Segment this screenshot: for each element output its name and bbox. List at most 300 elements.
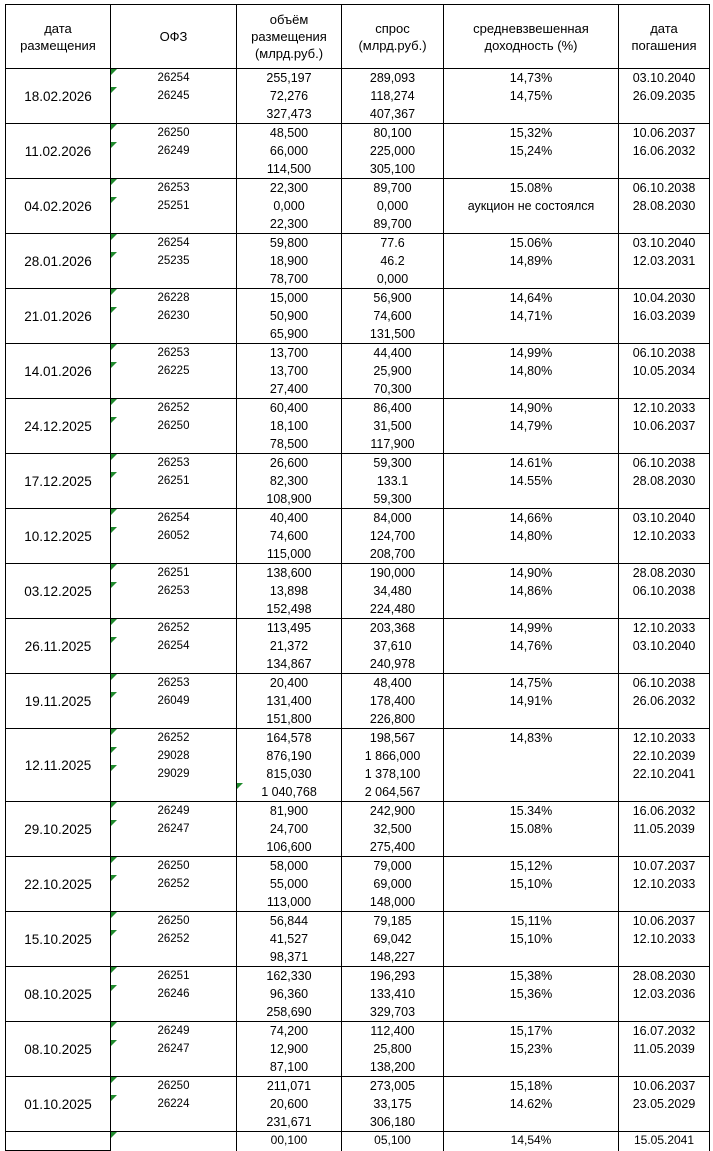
- total-demand: 305,100: [342, 160, 444, 179]
- total-volume: 114,500: [237, 160, 342, 179]
- ofz-code: 26247: [111, 1040, 237, 1058]
- table-row: [6, 472, 710, 490]
- placement-volume: 66,000: [237, 142, 342, 160]
- demand-value: 242,900: [342, 802, 444, 821]
- weighted-yield: 15,23%: [444, 1040, 619, 1058]
- total-blank: [111, 655, 237, 674]
- placement-volume: 13,700: [237, 362, 342, 380]
- ofz-code: 25235: [111, 252, 237, 270]
- placement-volume: 24,700: [237, 820, 342, 838]
- demand-value: 133,410: [342, 985, 444, 1003]
- table-row: [6, 289, 710, 308]
- maturity-date: 10.04.2030: [619, 289, 710, 308]
- ofz-code: 26251: [111, 472, 237, 490]
- placement-date: 14.01.2026: [6, 344, 111, 399]
- weighted-yield: 14,99%: [444, 619, 619, 638]
- table-row: [6, 985, 710, 1003]
- weighted-yield: 14,75%: [444, 87, 619, 105]
- placement-volume: 162,330: [237, 967, 342, 986]
- total-blank: [444, 490, 619, 509]
- weighted-yield: 14,76%: [444, 637, 619, 655]
- ofz-code: 26254: [111, 637, 237, 655]
- total-volume: 65,900: [237, 325, 342, 344]
- table-row: [6, 692, 710, 710]
- weighted-yield: 15,36%: [444, 985, 619, 1003]
- total-blank: [619, 545, 710, 564]
- table-row: [6, 820, 710, 838]
- demand-value: 48,400: [342, 674, 444, 693]
- total-blank: [111, 893, 237, 912]
- placement-date: 28.01.2026: [6, 234, 111, 289]
- ofz-code: 26225: [111, 362, 237, 380]
- placement-date: 18.02.2026: [6, 69, 111, 124]
- placement-volume: 81,900: [237, 802, 342, 821]
- table-row: [6, 729, 710, 748]
- table-row: [6, 1040, 710, 1058]
- placement-date: 12.11.2025: [6, 729, 111, 802]
- total-blank: [444, 655, 619, 674]
- maturity-date: 12.03.2031: [619, 252, 710, 270]
- total-blank: [619, 105, 710, 124]
- total-row: [6, 893, 710, 912]
- total-blank: [444, 783, 619, 802]
- total-row: [6, 105, 710, 124]
- total-row: [6, 783, 710, 802]
- demand-value: 25,900: [342, 362, 444, 380]
- demand-value: 32,500: [342, 820, 444, 838]
- total-volume: 87,100: [237, 1058, 342, 1077]
- placement-volume: 56,844: [237, 912, 342, 931]
- ofz-code: 26254: [111, 234, 237, 253]
- ofz-code: 26049: [111, 692, 237, 710]
- demand-value: 289,093: [342, 69, 444, 88]
- total-blank: [111, 600, 237, 619]
- total-blank: [111, 783, 237, 802]
- demand-value: 79,000: [342, 857, 444, 876]
- total-demand: 131,500: [342, 325, 444, 344]
- total-row: [6, 1003, 710, 1022]
- placement-volume: 96,360: [237, 985, 342, 1003]
- placement-volume: 164,578: [237, 729, 342, 748]
- total-row: [6, 838, 710, 857]
- demand-value: 31,500: [342, 417, 444, 435]
- maturity-date: 16.06.2032: [619, 142, 710, 160]
- maturity-date: 16.06.2032: [619, 802, 710, 821]
- table-row: [6, 362, 710, 380]
- maturity-date: 03.10.2040: [619, 234, 710, 253]
- ofz-code: 29029: [111, 765, 237, 783]
- placement-date: 15.10.2025: [6, 912, 111, 967]
- maturity-date: 10.06.2037: [619, 912, 710, 931]
- weighted-yield: 15,18%: [444, 1077, 619, 1096]
- weighted-yield: 15,12%: [444, 857, 619, 876]
- placement-volume: 74,600: [237, 527, 342, 545]
- placement-date: 08.10.2025: [6, 967, 111, 1022]
- table-row: [6, 179, 710, 198]
- placement-volume: 48,500: [237, 124, 342, 143]
- weighted-yield: 14,75%: [444, 674, 619, 693]
- total-blank: [444, 270, 619, 289]
- demand-value: 112,400: [342, 1022, 444, 1041]
- placement-date: 11.02.2026: [6, 124, 111, 179]
- placement-volume: 00,100: [237, 1132, 342, 1151]
- ofz-code: 26254: [111, 69, 237, 88]
- table-row: [6, 124, 710, 143]
- total-blank: [111, 710, 237, 729]
- ofz-code: 26245: [111, 87, 237, 105]
- total-demand: 0,000: [342, 270, 444, 289]
- header-maturity: дата погашения: [619, 5, 710, 69]
- table-row: [6, 87, 710, 105]
- placement-volume: 20,600: [237, 1095, 342, 1113]
- weighted-yield: 14,99%: [444, 344, 619, 363]
- ofz-code: 26251: [111, 564, 237, 583]
- total-row: [6, 655, 710, 674]
- ofz-code: 25251: [111, 197, 237, 215]
- total-volume: 327,473: [237, 105, 342, 124]
- weighted-yield: [444, 747, 619, 765]
- total-blank: [111, 948, 237, 967]
- demand-value: 86,400: [342, 399, 444, 418]
- table-row: [6, 930, 710, 948]
- weighted-yield: 14,54%: [444, 1132, 619, 1151]
- demand-value: 25,800: [342, 1040, 444, 1058]
- table-row: [6, 344, 710, 363]
- ofz-code: 26250: [111, 1077, 237, 1096]
- total-row: [6, 160, 710, 179]
- total-demand: 89,700: [342, 215, 444, 234]
- table-row: [6, 912, 710, 931]
- maturity-date: 11.05.2039: [619, 1040, 710, 1058]
- demand-value: 1 866,000: [342, 747, 444, 765]
- placement-volume: 13,700: [237, 344, 342, 363]
- placement-volume: 22,300: [237, 179, 342, 198]
- total-blank: [111, 325, 237, 344]
- placement-volume: 13,898: [237, 582, 342, 600]
- ofz-code: 26252: [111, 619, 237, 638]
- table-row: [6, 399, 710, 418]
- placement-volume: 255,197: [237, 69, 342, 88]
- total-volume: 115,000: [237, 545, 342, 564]
- maturity-date: 12.10.2033: [619, 729, 710, 748]
- total-blank: [444, 1003, 619, 1022]
- demand-value: 196,293: [342, 967, 444, 986]
- demand-value: 225,000: [342, 142, 444, 160]
- ofz-code: 26253: [111, 582, 237, 600]
- demand-value: 69,042: [342, 930, 444, 948]
- total-blank: [444, 160, 619, 179]
- maturity-date: 16.07.2032: [619, 1022, 710, 1041]
- weighted-yield: 15,10%: [444, 875, 619, 893]
- table-row: [6, 802, 710, 821]
- placement-date: 10.12.2025: [6, 509, 111, 564]
- demand-value: 79,185: [342, 912, 444, 931]
- placement-date: 17.12.2025: [6, 454, 111, 509]
- demand-value: 56,900: [342, 289, 444, 308]
- table-row: [6, 674, 710, 693]
- total-blank: [619, 1003, 710, 1022]
- maturity-date: 06.10.2038: [619, 344, 710, 363]
- total-blank: [111, 380, 237, 399]
- demand-value: 74,600: [342, 307, 444, 325]
- demand-value: 34,480: [342, 582, 444, 600]
- weighted-yield: аукцион не состоялся: [444, 197, 619, 215]
- total-blank: [619, 325, 710, 344]
- total-row: [6, 948, 710, 967]
- total-blank: [619, 600, 710, 619]
- placement-volume: 74,200: [237, 1022, 342, 1041]
- placement-date: 29.10.2025: [6, 802, 111, 857]
- total-blank: [444, 838, 619, 857]
- placement-volume: 20,400: [237, 674, 342, 693]
- total-volume: 134,867: [237, 655, 342, 674]
- header-row: [6, 5, 710, 69]
- weighted-yield: 15.08%: [444, 179, 619, 198]
- weighted-yield: 14,90%: [444, 564, 619, 583]
- placement-volume: 21,372: [237, 637, 342, 655]
- weighted-yield: 15,24%: [444, 142, 619, 160]
- weighted-yield: 14,73%: [444, 69, 619, 88]
- table-row: [6, 69, 710, 88]
- placement-date: 21.01.2026: [6, 289, 111, 344]
- total-volume: 106,600: [237, 838, 342, 857]
- demand-value: 190,000: [342, 564, 444, 583]
- placement-date: 26.11.2025: [6, 619, 111, 674]
- maturity-date: 12.10.2033: [619, 875, 710, 893]
- weighted-yield: 15.08%: [444, 820, 619, 838]
- ofz-code: 26249: [111, 1022, 237, 1041]
- total-row: [6, 1058, 710, 1077]
- demand-value: 05,100: [342, 1132, 444, 1151]
- total-volume: 98,371: [237, 948, 342, 967]
- total-blank: [444, 710, 619, 729]
- maturity-date: 28.08.2030: [619, 472, 710, 490]
- demand-value: 59,300: [342, 454, 444, 473]
- weighted-yield: 14.62%: [444, 1095, 619, 1113]
- header-demand: спрос (млрд.руб.): [342, 5, 444, 69]
- table-row: [6, 454, 710, 473]
- weighted-yield: 14,80%: [444, 527, 619, 545]
- ofz-code: 26253: [111, 674, 237, 693]
- header-yield: средневзвешенная доходность (%): [444, 5, 619, 69]
- placement-volume: 18,900: [237, 252, 342, 270]
- table-row: [6, 564, 710, 583]
- total-demand: 224,480: [342, 600, 444, 619]
- weighted-yield: 15.34%: [444, 802, 619, 821]
- placement-date: 04.02.2026: [6, 179, 111, 234]
- total-row: [6, 215, 710, 234]
- weighted-yield: 15,11%: [444, 912, 619, 931]
- total-blank: [444, 600, 619, 619]
- header-date: дата размещения: [6, 5, 111, 69]
- table-row: [6, 1077, 710, 1096]
- total-blank: [444, 435, 619, 454]
- weighted-yield: 14,90%: [444, 399, 619, 418]
- ofz-code: 26252: [111, 875, 237, 893]
- ofz-code: 26252: [111, 399, 237, 418]
- maturity-date: 12.10.2033: [619, 930, 710, 948]
- maturity-date: 10.06.2037: [619, 417, 710, 435]
- demand-value: 89,700: [342, 179, 444, 198]
- header-volume: объём размещения (млрд.руб.): [237, 5, 342, 69]
- demand-value: 46.2: [342, 252, 444, 270]
- weighted-yield: [444, 765, 619, 783]
- table-body: [6, 69, 710, 1151]
- total-row: [6, 435, 710, 454]
- ofz-code: 26250: [111, 417, 237, 435]
- ofz-code: 26246: [111, 985, 237, 1003]
- total-row: [6, 1113, 710, 1132]
- maturity-date: 26.09.2035: [619, 87, 710, 105]
- ofz-code: 26251: [111, 967, 237, 986]
- total-blank: [619, 1058, 710, 1077]
- demand-value: 273,005: [342, 1077, 444, 1096]
- ofz-code: 26224: [111, 1095, 237, 1113]
- total-blank: [619, 435, 710, 454]
- weighted-yield: 14,71%: [444, 307, 619, 325]
- total-demand: 148,000: [342, 893, 444, 912]
- total-demand: 138,200: [342, 1058, 444, 1077]
- total-row: [6, 270, 710, 289]
- demand-value: 33,175: [342, 1095, 444, 1113]
- weighted-yield: 14,80%: [444, 362, 619, 380]
- ofz-code: 26252: [111, 729, 237, 748]
- demand-value: 80,100: [342, 124, 444, 143]
- total-demand: 306,180: [342, 1113, 444, 1132]
- ofz-code: 26249: [111, 142, 237, 160]
- ofz-code: 26252: [111, 930, 237, 948]
- total-demand: 275,400: [342, 838, 444, 857]
- ofz-code: 26250: [111, 124, 237, 143]
- total-demand: 208,700: [342, 545, 444, 564]
- maturity-date: 06.10.2038: [619, 454, 710, 473]
- weighted-yield: 14.55%: [444, 472, 619, 490]
- placement-volume: 41,527: [237, 930, 342, 948]
- total-demand: 329,703: [342, 1003, 444, 1022]
- placement-volume: 131,400: [237, 692, 342, 710]
- placement-volume: 138,600: [237, 564, 342, 583]
- weighted-yield: 15,32%: [444, 124, 619, 143]
- total-blank: [444, 1113, 619, 1132]
- total-volume: 1 040,768: [237, 783, 342, 802]
- table-row: [6, 527, 710, 545]
- maturity-date: 03.10.2040: [619, 637, 710, 655]
- weighted-yield: 15,10%: [444, 930, 619, 948]
- total-blank: [619, 1113, 710, 1132]
- total-blank: [619, 948, 710, 967]
- total-blank: [619, 783, 710, 802]
- total-blank: [111, 1113, 237, 1132]
- placement-volume: 12,900: [237, 1040, 342, 1058]
- total-row: [6, 380, 710, 399]
- placement-volume: 113,495: [237, 619, 342, 638]
- ofz-code: 26253: [111, 454, 237, 473]
- maturity-date: 10.05.2034: [619, 362, 710, 380]
- table-row: [6, 1095, 710, 1113]
- total-volume: 231,671: [237, 1113, 342, 1132]
- total-demand: 240,978: [342, 655, 444, 674]
- placement-volume: 211,071: [237, 1077, 342, 1096]
- total-blank: [619, 710, 710, 729]
- maturity-date: 23.05.2029: [619, 1095, 710, 1113]
- table-row: [6, 142, 710, 160]
- total-blank: [111, 545, 237, 564]
- header-ofz: ОФЗ: [111, 5, 237, 69]
- total-volume: 258,690: [237, 1003, 342, 1022]
- ofz-code: [111, 1132, 237, 1151]
- weighted-yield: 14.61%: [444, 454, 619, 473]
- placement-volume: 815,030: [237, 765, 342, 783]
- ofz-code: 26249: [111, 802, 237, 821]
- total-blank: [444, 325, 619, 344]
- ofz-code: 26253: [111, 344, 237, 363]
- total-demand: 226,800: [342, 710, 444, 729]
- total-row: [6, 600, 710, 619]
- maturity-date: 28.08.2030: [619, 564, 710, 583]
- table-row: [6, 967, 710, 986]
- total-blank: [444, 380, 619, 399]
- maturity-date: 03.10.2040: [619, 509, 710, 528]
- placement-volume: 18,100: [237, 417, 342, 435]
- maturity-date: 10.06.2037: [619, 124, 710, 143]
- weighted-yield: 14,86%: [444, 582, 619, 600]
- total-blank: [111, 105, 237, 124]
- demand-value: 0,000: [342, 197, 444, 215]
- maturity-date: 12.10.2033: [619, 527, 710, 545]
- total-row: [6, 710, 710, 729]
- demand-value: 69,000: [342, 875, 444, 893]
- total-blank: [619, 893, 710, 912]
- table-row: [6, 765, 710, 783]
- table-row: [6, 307, 710, 325]
- demand-value: 203,368: [342, 619, 444, 638]
- total-blank: [444, 1058, 619, 1077]
- total-blank: [619, 160, 710, 179]
- total-blank: [444, 215, 619, 234]
- partial-row: [6, 1132, 710, 1151]
- table-row: [6, 234, 710, 253]
- weighted-yield: 14,79%: [444, 417, 619, 435]
- placement-volume: 15,000: [237, 289, 342, 308]
- placement-volume: 72,276: [237, 87, 342, 105]
- demand-value: 178,400: [342, 692, 444, 710]
- placement-date: 19.11.2025: [6, 674, 111, 729]
- weighted-yield: 15,38%: [444, 967, 619, 986]
- placement-volume: 50,900: [237, 307, 342, 325]
- auction-results-table: [5, 4, 710, 1151]
- table-row: [6, 509, 710, 528]
- table-row: [6, 252, 710, 270]
- maturity-date: 12.03.2036: [619, 985, 710, 1003]
- placement-volume: 55,000: [237, 875, 342, 893]
- total-demand: 2 064,567: [342, 783, 444, 802]
- total-blank: [444, 105, 619, 124]
- maturity-date: 06.10.2038: [619, 179, 710, 198]
- ofz-code: 26052: [111, 527, 237, 545]
- placement-date: 24.12.2025: [6, 399, 111, 454]
- total-blank: [111, 435, 237, 454]
- ofz-code: 26247: [111, 820, 237, 838]
- placement-volume: 58,000: [237, 857, 342, 876]
- total-volume: 152,498: [237, 600, 342, 619]
- placement-volume: 876,190: [237, 747, 342, 765]
- weighted-yield: 15,17%: [444, 1022, 619, 1041]
- total-blank: [111, 270, 237, 289]
- demand-value: 44,400: [342, 344, 444, 363]
- placement-volume: 26,600: [237, 454, 342, 473]
- ofz-code: 26253: [111, 179, 237, 198]
- total-row: [6, 490, 710, 509]
